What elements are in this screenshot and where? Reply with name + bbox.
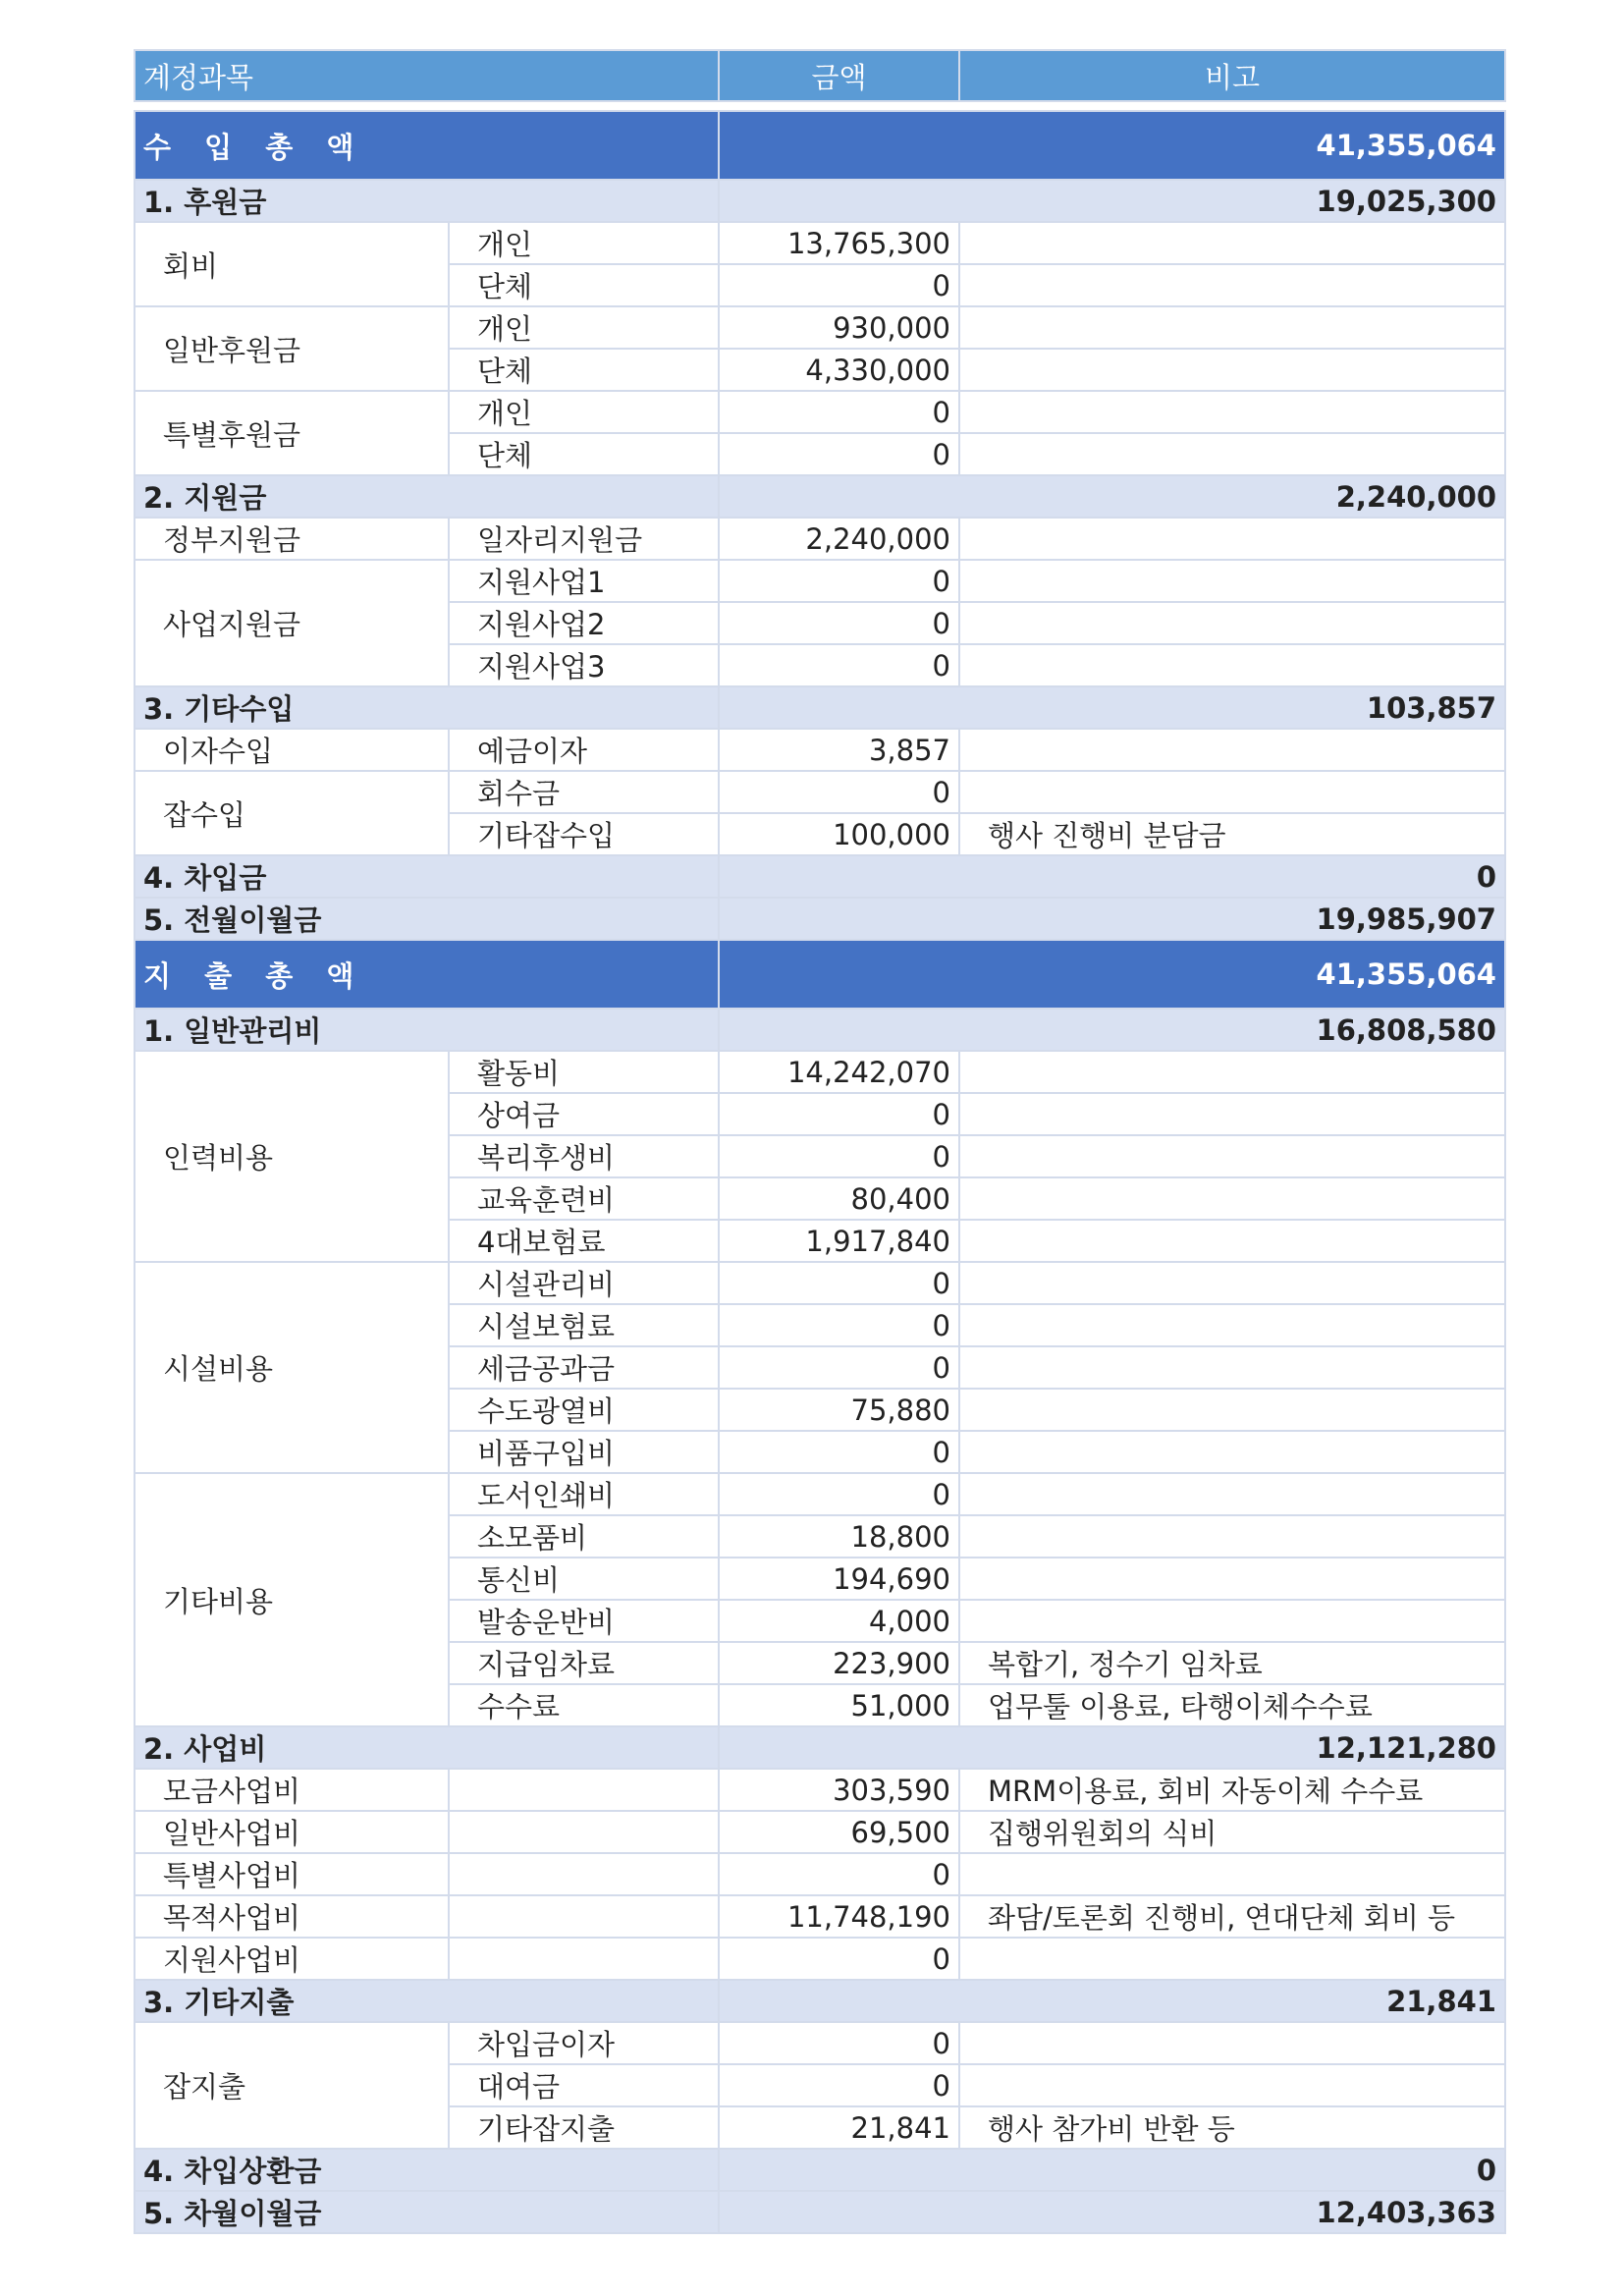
note-cell	[959, 602, 1505, 644]
sub-item: 예금이자	[449, 729, 719, 771]
note-cell	[959, 729, 1505, 771]
sub-item: 수수료	[449, 1684, 719, 1726]
category-row	[135, 855, 1505, 898]
table-row	[135, 222, 1505, 264]
note-cell: 업무툴 이용료, 타행이체수수료	[959, 1684, 1505, 1726]
note-cell	[959, 1938, 1505, 1980]
amount-cell: 0	[719, 433, 959, 475]
note-cell: MRM이용료, 회비 자동이체 수수료	[959, 1769, 1505, 1811]
group-label: 인력비용	[135, 1051, 449, 1262]
sub-item: 소모품비	[449, 1515, 719, 1558]
amount-cell: 2,240,000	[719, 518, 959, 560]
sub-item: 지급임차료	[449, 1642, 719, 1684]
amount-cell: 80,400	[719, 1177, 959, 1220]
sub-item: 시설보험료	[449, 1304, 719, 1346]
sub-item: 개인	[449, 306, 719, 349]
group-label: 일반사업비	[135, 1811, 449, 1853]
group-label: 회비	[135, 222, 449, 306]
sub-item: 지원사업1	[449, 560, 719, 602]
category-total: 21,841	[719, 1980, 1505, 2022]
sub-item	[449, 1769, 719, 1811]
amount-cell: 0	[719, 264, 959, 306]
category-row	[135, 2149, 1505, 2191]
sub-item	[449, 1853, 719, 1895]
sub-item: 기타잡지출	[449, 2106, 719, 2149]
note-cell	[959, 1558, 1505, 1600]
group-label: 잡수입	[135, 771, 449, 855]
table-row	[135, 1051, 1505, 1093]
sub-item: 상여금	[449, 1093, 719, 1135]
table-row	[135, 1473, 1505, 1515]
category-total: 0	[719, 2149, 1505, 2191]
sub-item: 단체	[449, 349, 719, 391]
expense-total-row	[135, 940, 1505, 1009]
category-total: 19,025,300	[719, 180, 1505, 222]
category-row	[135, 898, 1505, 940]
note-cell	[959, 1346, 1505, 1389]
note-cell	[959, 1177, 1505, 1220]
amount-cell: 0	[719, 1304, 959, 1346]
category-row	[135, 1726, 1505, 1769]
note-cell	[959, 1262, 1505, 1304]
amount-cell: 194,690	[719, 1558, 959, 1600]
note-cell	[959, 391, 1505, 433]
table-row	[135, 1769, 1505, 1811]
note-cell: 행사 진행비 분담금	[959, 813, 1505, 855]
sub-item	[449, 1811, 719, 1853]
note-cell	[959, 349, 1505, 391]
category-label: 4. 차입금	[135, 855, 719, 898]
amount-cell: 0	[719, 2064, 959, 2106]
note-cell	[959, 518, 1505, 560]
category-row	[135, 1980, 1505, 2022]
sub-item: 지원사업3	[449, 644, 719, 686]
category-label: 5. 전월이월금	[135, 898, 719, 940]
budget-ledger-table	[134, 49, 1506, 2234]
group-label: 정부지원금	[135, 518, 449, 560]
category-row	[135, 2191, 1505, 2233]
income-total-amount: 41,355,064	[719, 111, 1505, 180]
note-cell	[959, 1304, 1505, 1346]
note-cell	[959, 644, 1505, 686]
note-cell	[959, 2064, 1505, 2106]
amount-cell: 11,748,190	[719, 1895, 959, 1938]
sub-item: 개인	[449, 222, 719, 264]
table-row	[135, 771, 1505, 813]
table-row	[135, 1938, 1505, 1980]
amount-cell: 21,841	[719, 2106, 959, 2149]
group-label: 사업지원금	[135, 560, 449, 686]
sub-item: 개인	[449, 391, 719, 433]
note-cell	[959, 264, 1505, 306]
category-label: 1. 후원금	[135, 180, 719, 222]
amount-cell: 0	[719, 391, 959, 433]
sub-item: 시설관리비	[449, 1262, 719, 1304]
sub-item: 기타잡수입	[449, 813, 719, 855]
sub-item: 활동비	[449, 1051, 719, 1093]
category-row	[135, 1009, 1505, 1051]
amount-cell: 0	[719, 1346, 959, 1389]
category-total: 12,121,280	[719, 1726, 1505, 1769]
amount-cell: 0	[719, 1135, 959, 1177]
note-cell: 좌담/토론회 진행비, 연대단체 회비 등	[959, 1895, 1505, 1938]
category-row	[135, 475, 1505, 518]
table-row	[135, 729, 1505, 771]
group-label: 지원사업비	[135, 1938, 449, 1980]
expense-total-amount: 41,355,064	[719, 940, 1505, 1009]
note-cell	[959, 1220, 1505, 1262]
amount-cell: 930,000	[719, 306, 959, 349]
sub-item: 비품구입비	[449, 1431, 719, 1473]
table-row	[135, 1811, 1505, 1853]
amount-cell: 18,800	[719, 1515, 959, 1558]
amount-cell: 0	[719, 1938, 959, 1980]
sub-item: 지원사업2	[449, 602, 719, 644]
amount-cell: 51,000	[719, 1684, 959, 1726]
amount-cell: 0	[719, 644, 959, 686]
note-cell	[959, 1853, 1505, 1895]
note-cell: 복합기, 정수기 임차료	[959, 1642, 1505, 1684]
sub-item: 단체	[449, 264, 719, 306]
note-cell	[959, 1600, 1505, 1642]
category-total: 0	[719, 855, 1505, 898]
sub-item: 일자리지원금	[449, 518, 719, 560]
note-cell	[959, 222, 1505, 264]
note-cell	[959, 1515, 1505, 1558]
category-total: 2,240,000	[719, 475, 1505, 518]
group-label: 모금사업비	[135, 1769, 449, 1811]
note-cell	[959, 1051, 1505, 1093]
table-row	[135, 391, 1505, 433]
table-row	[135, 1853, 1505, 1895]
sub-item: 세금공과금	[449, 1346, 719, 1389]
amount-header: 금액	[719, 50, 959, 101]
amount-cell: 100,000	[719, 813, 959, 855]
sub-item: 발송운반비	[449, 1600, 719, 1642]
group-label: 특별후원금	[135, 391, 449, 475]
amount-cell: 0	[719, 1853, 959, 1895]
amount-cell: 14,242,070	[719, 1051, 959, 1093]
table-row	[135, 1895, 1505, 1938]
group-label: 기타비용	[135, 1473, 449, 1726]
amount-cell: 223,900	[719, 1642, 959, 1684]
category-total: 103,857	[719, 686, 1505, 729]
group-label: 목적사업비	[135, 1895, 449, 1938]
sub-item: 4대보험료	[449, 1220, 719, 1262]
category-label: 1. 일반관리비	[135, 1009, 719, 1051]
category-label: 4. 차입상환금	[135, 2149, 719, 2191]
category-label: 2. 사업비	[135, 1726, 719, 1769]
sub-item	[449, 1938, 719, 1980]
amount-cell: 3,857	[719, 729, 959, 771]
sub-item: 교육훈련비	[449, 1177, 719, 1220]
category-row	[135, 686, 1505, 729]
income-total-label: 수 입 총 액	[135, 111, 719, 180]
column-header-row	[135, 50, 1505, 101]
amount-cell: 0	[719, 602, 959, 644]
category-label: 3. 기타수입	[135, 686, 719, 729]
note-cell	[959, 1389, 1505, 1431]
sub-item: 복리후생비	[449, 1135, 719, 1177]
category-label: 3. 기타지출	[135, 1980, 719, 2022]
note-cell	[959, 1135, 1505, 1177]
table-row	[135, 1262, 1505, 1304]
category-label: 2. 지원금	[135, 475, 719, 518]
table-row	[135, 2022, 1505, 2064]
sub-item: 차입금이자	[449, 2022, 719, 2064]
note-cell	[959, 1093, 1505, 1135]
sub-item	[449, 1895, 719, 1938]
sub-item: 단체	[449, 433, 719, 475]
table-row	[135, 518, 1505, 560]
category-total: 19,985,907	[719, 898, 1505, 940]
amount-cell: 0	[719, 2022, 959, 2064]
sub-item: 대여금	[449, 2064, 719, 2106]
note-cell	[959, 1431, 1505, 1473]
amount-cell: 0	[719, 560, 959, 602]
amount-cell: 0	[719, 1431, 959, 1473]
income-total-row	[135, 111, 1505, 180]
category-total: 12,403,363	[719, 2191, 1505, 2233]
expense-total-label: 지 출 총 액	[135, 940, 719, 1009]
note-cell: 행사 참가비 반환 등	[959, 2106, 1505, 2149]
note-cell	[959, 433, 1505, 475]
group-label: 일반후원금	[135, 306, 449, 391]
note-cell	[959, 2022, 1505, 2064]
sub-item: 도서인쇄비	[449, 1473, 719, 1515]
amount-cell: 0	[719, 771, 959, 813]
amount-cell: 4,000	[719, 1600, 959, 1642]
note-cell: 집행위원회의 식비	[959, 1811, 1505, 1853]
note-cell	[959, 1473, 1505, 1515]
group-label: 잡지출	[135, 2022, 449, 2149]
amount-cell: 0	[719, 1473, 959, 1515]
note-cell	[959, 560, 1505, 602]
amount-cell: 4,330,000	[719, 349, 959, 391]
account-header: 계정과목	[135, 50, 719, 101]
sub-item: 통신비	[449, 1558, 719, 1600]
category-total: 16,808,580	[719, 1009, 1505, 1051]
amount-cell: 1,917,840	[719, 1220, 959, 1262]
sub-item: 회수금	[449, 771, 719, 813]
amount-cell: 69,500	[719, 1811, 959, 1853]
amount-cell: 0	[719, 1093, 959, 1135]
category-row	[135, 180, 1505, 222]
table-row	[135, 560, 1505, 602]
amount-cell: 75,880	[719, 1389, 959, 1431]
note-cell	[959, 306, 1505, 349]
group-label: 이자수입	[135, 729, 449, 771]
amount-cell: 0	[719, 1262, 959, 1304]
table-row	[135, 306, 1505, 349]
group-label: 특별사업비	[135, 1853, 449, 1895]
sub-item: 수도광열비	[449, 1389, 719, 1431]
note-header: 비고	[959, 50, 1505, 101]
group-label: 시설비용	[135, 1262, 449, 1473]
note-cell	[959, 771, 1505, 813]
amount-cell: 303,590	[719, 1769, 959, 1811]
amount-cell: 13,765,300	[719, 222, 959, 264]
category-label: 5. 차월이월금	[135, 2191, 719, 2233]
